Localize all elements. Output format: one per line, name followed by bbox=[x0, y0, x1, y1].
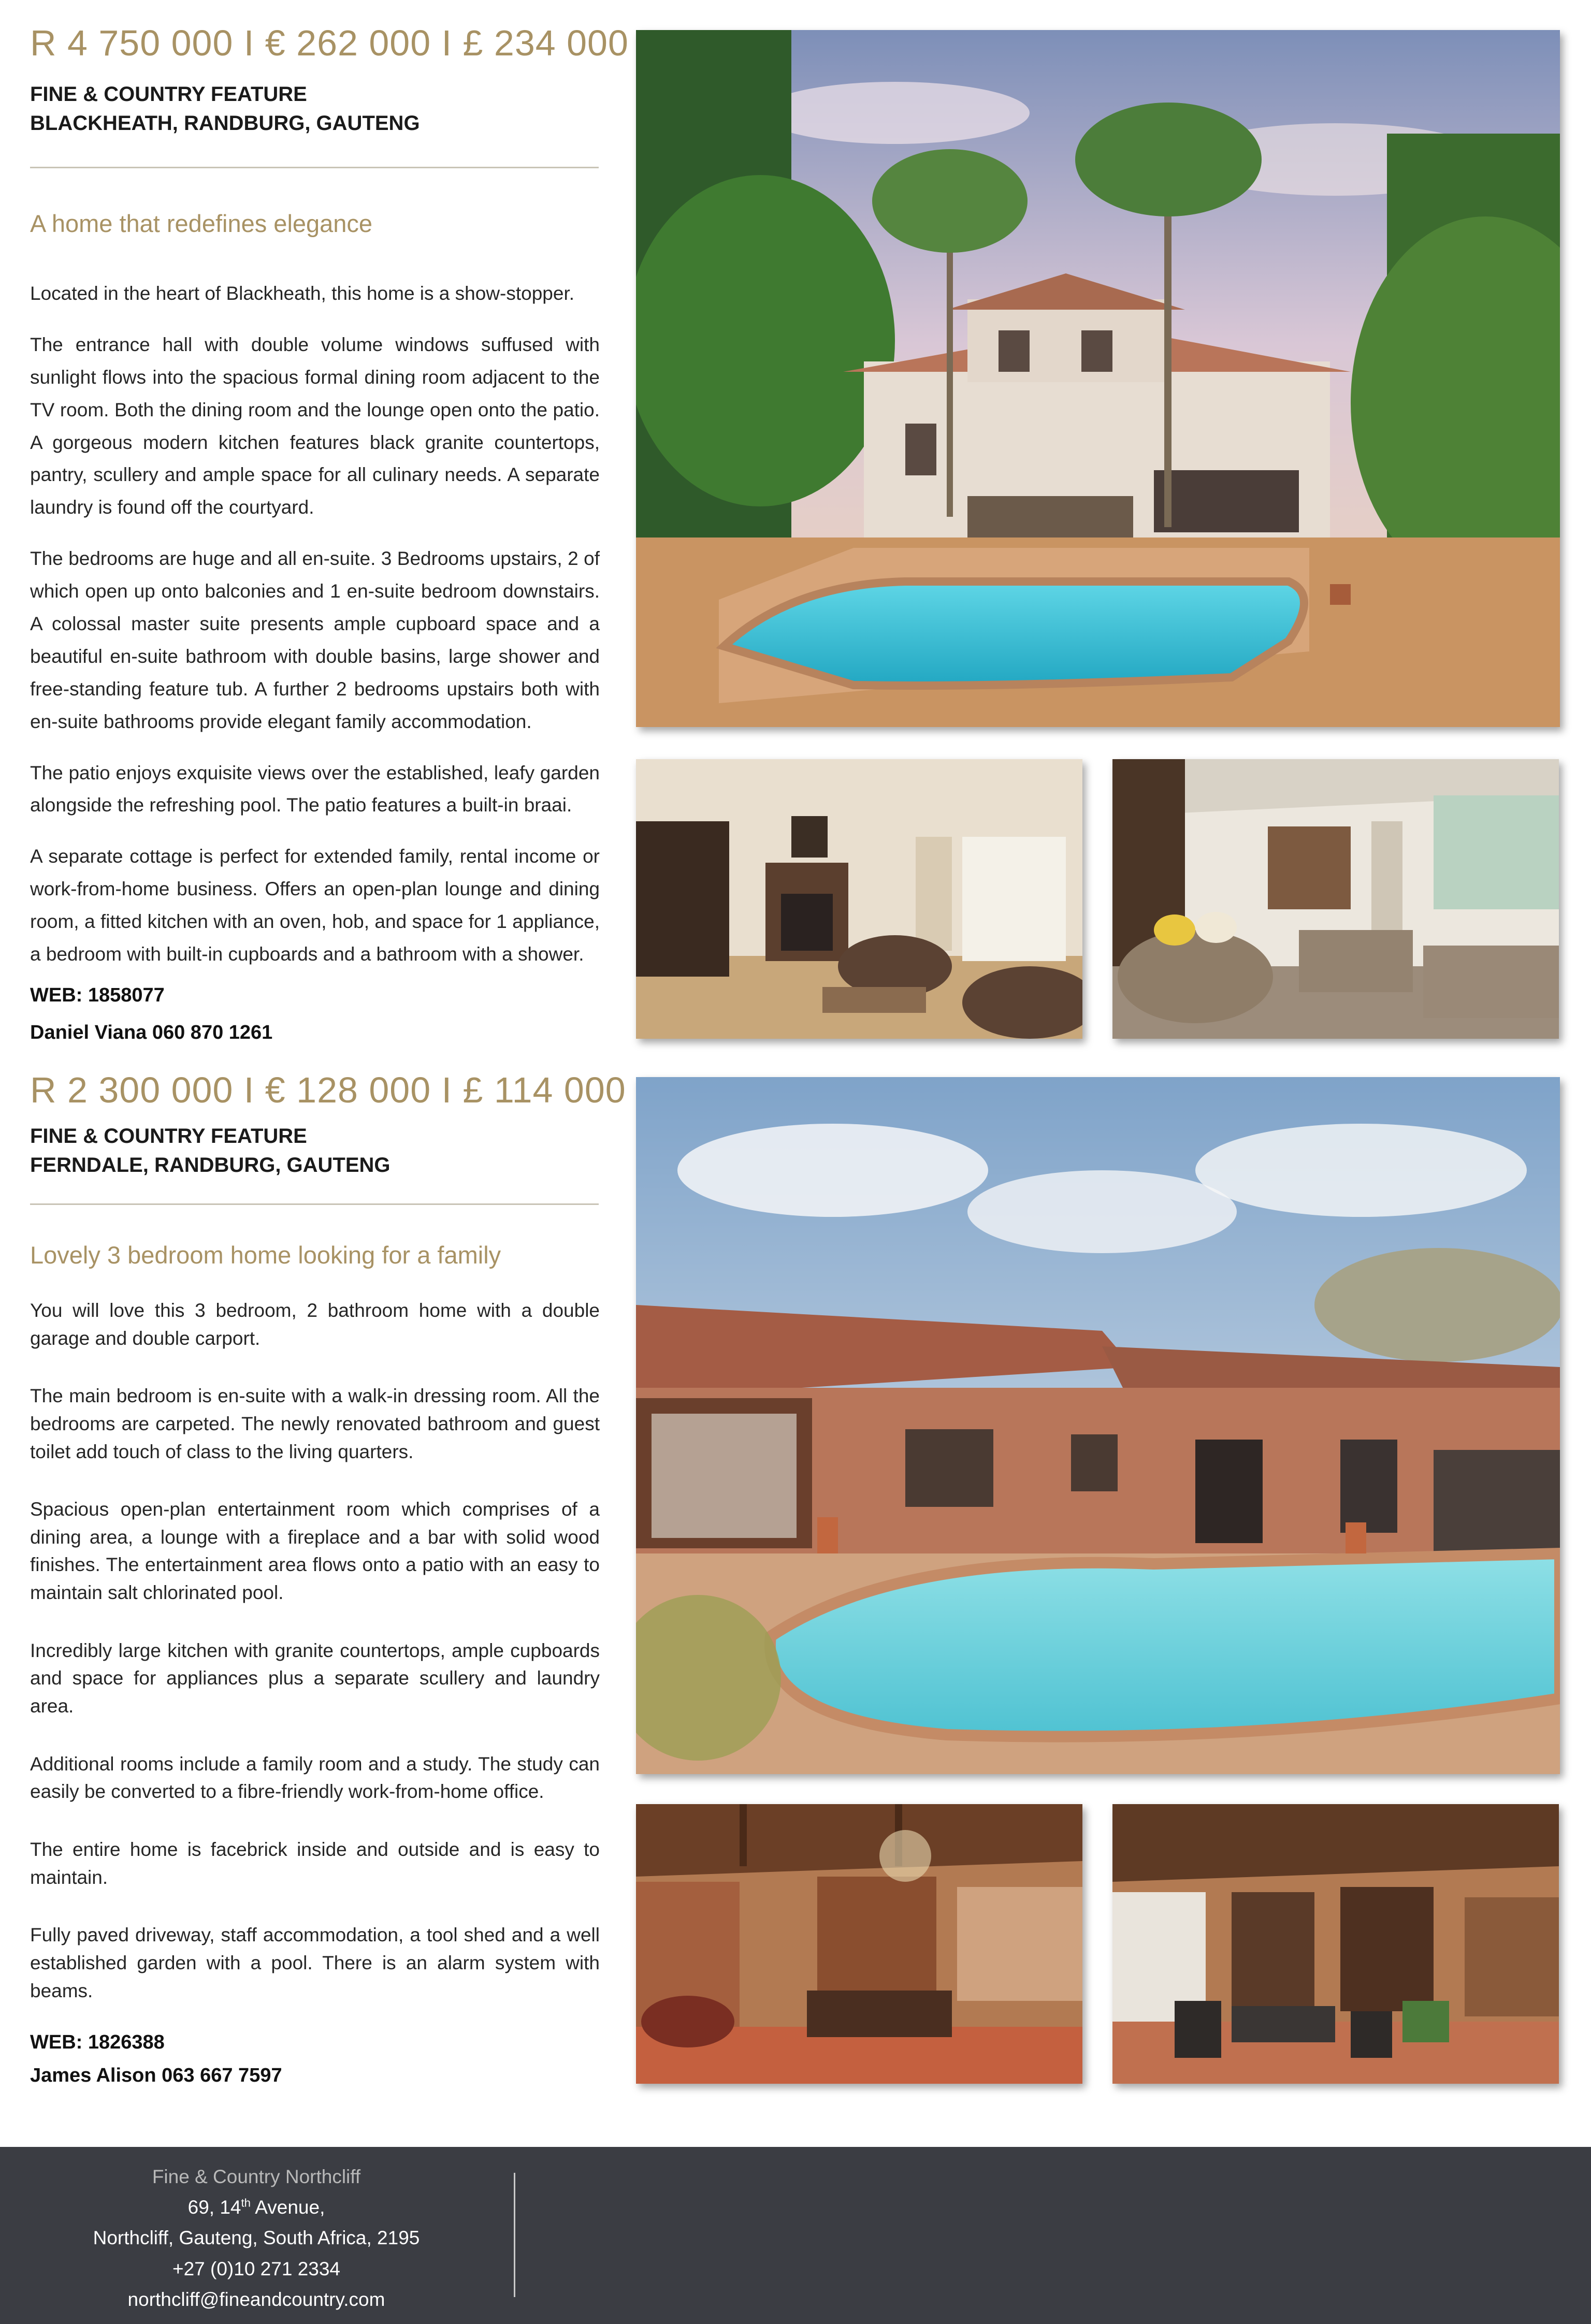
photo-villa-pool bbox=[636, 30, 1560, 727]
feature-label: FINE & COUNTRY FEATURE bbox=[30, 1125, 307, 1148]
paragraph: You will love this 3 bedroom, 2 bathroom home with a double garage and double carport. bbox=[30, 1300, 600, 1349]
paragraph: The entire home is facebrick inside and outside and is easy to maintain. bbox=[30, 1838, 600, 1888]
paragraph: Fully paved driveway, staff accommodation, a tool shed and a well established garden with a pool. There is an alarm system with beams. bbox=[30, 1924, 600, 2001]
office-contact bbox=[52, 2161, 461, 2315]
web-reference: WEB: 1826388 bbox=[30, 2031, 165, 2053]
paragraph: A separate cottage is perfect for extended family, rental income or work-from-home business. Offers an open-plan lounge and dining room, a fitted kitchen with an oven, hob, and space for 1 appliance, a bedroom with built-in cupboards and a bathroom with a shower. bbox=[30, 846, 600, 965]
agent-contact: Daniel Viana 060 870 1261 bbox=[30, 1022, 273, 1043]
office-email[interactable]: northcliff@fineandcountry.com bbox=[127, 2288, 385, 2310]
photo-courtyard bbox=[1112, 1804, 1559, 2084]
listing-ferndale bbox=[0, 1056, 1591, 2113]
feature-label: FINE & COUNTRY FEATURE bbox=[30, 83, 307, 106]
web-reference: WEB: 1858077 bbox=[30, 984, 165, 1006]
paragraph: Incredibly large kitchen with granite countertops, ample cupboards and space for appliances plus a separate scullery and laundry area. bbox=[30, 1639, 600, 1717]
divider bbox=[30, 1203, 599, 1205]
paragraph: Additional rooms include a family room and a study. The study can easily be converted to a fibre-friendly work-from-home office. bbox=[30, 1753, 600, 1803]
footer-divider bbox=[514, 2173, 515, 2297]
paragraph: The bedrooms are huge and all en-suite. 3 Bedrooms upstairs, 2 of which open up onto balconies and 1 en-suite bedroom downstairs. A colossal master suite presents ample cupboard space and a beautiful en-suite bathroom with double basins, large shower and free-standing feature tub. A further 2 bedrooms upstairs both with en-suite bathrooms provide elegant family accommodation. bbox=[30, 548, 600, 732]
paragraph: Located in the heart of Blackheath, this home is a show-stopper. bbox=[30, 283, 575, 304]
office-footer bbox=[0, 2147, 1591, 2324]
paragraph: The entrance hall with double volume windows suffused with sunlight flows into the spacious formal dining room adjacent to the TV room. Both the dining room and the lounge open onto the patio. A gorgeous modern kitchen features black granite countertops, pantry, scullery and ample space for all culinary needs. A separate laundry is found off the courtyard. bbox=[30, 333, 600, 518]
photo-patio bbox=[1112, 759, 1559, 1039]
headline: Lovely 3 bedroom home looking for a family bbox=[30, 1241, 501, 1269]
location: BLACKHEATH, RANDBURG, GAUTENG bbox=[30, 112, 420, 135]
price: R 2 300 000 I € 128 000 I £ 114 000 bbox=[30, 1070, 626, 1110]
photo-facebrick-pool bbox=[636, 1077, 1560, 1774]
office-address-city: Northcliff, Gauteng, South Africa, 2195 bbox=[93, 2227, 420, 2249]
office-phone[interactable]: +27 (0)10 271 2334 bbox=[172, 2258, 341, 2279]
office-address-street: 69, 14th Avenue, bbox=[187, 2196, 325, 2218]
photo-bar-room bbox=[636, 1804, 1082, 2084]
price: R 4 750 000 I € 262 000 I £ 234 000 bbox=[30, 23, 629, 63]
headline: A home that redefines elegance bbox=[30, 210, 373, 237]
photo-lounge bbox=[636, 759, 1082, 1039]
paragraph: Spacious open-plan entertainment room which comprises of a dining area, a lounge with a fireplace and a bar with solid wood finishes. The entertainment area flows onto a patio with an easy to maintain salt chlorinated pool. bbox=[30, 1499, 600, 1604]
paragraph: The patio enjoys exquisite views over the established, leafy garden alongside the refreshing pool. The patio features a built-in braai. bbox=[30, 762, 600, 816]
location: FERNDALE, RANDBURG, GAUTENG bbox=[30, 1154, 390, 1176]
description bbox=[30, 1297, 600, 2035]
divider bbox=[30, 167, 599, 168]
agent-contact: James Alison 063 667 7597 bbox=[30, 2065, 282, 2086]
description bbox=[30, 278, 600, 990]
office-name: Fine & Country Northcliff bbox=[152, 2166, 361, 2187]
paragraph: The main bedroom is en-suite with a walk-in dressing room. All the bedrooms are carpeted. The newly renovated bathroom and guest toilet add touch of class to the living quarters. bbox=[30, 1385, 600, 1462]
listing-blackheath bbox=[0, 0, 1591, 1056]
